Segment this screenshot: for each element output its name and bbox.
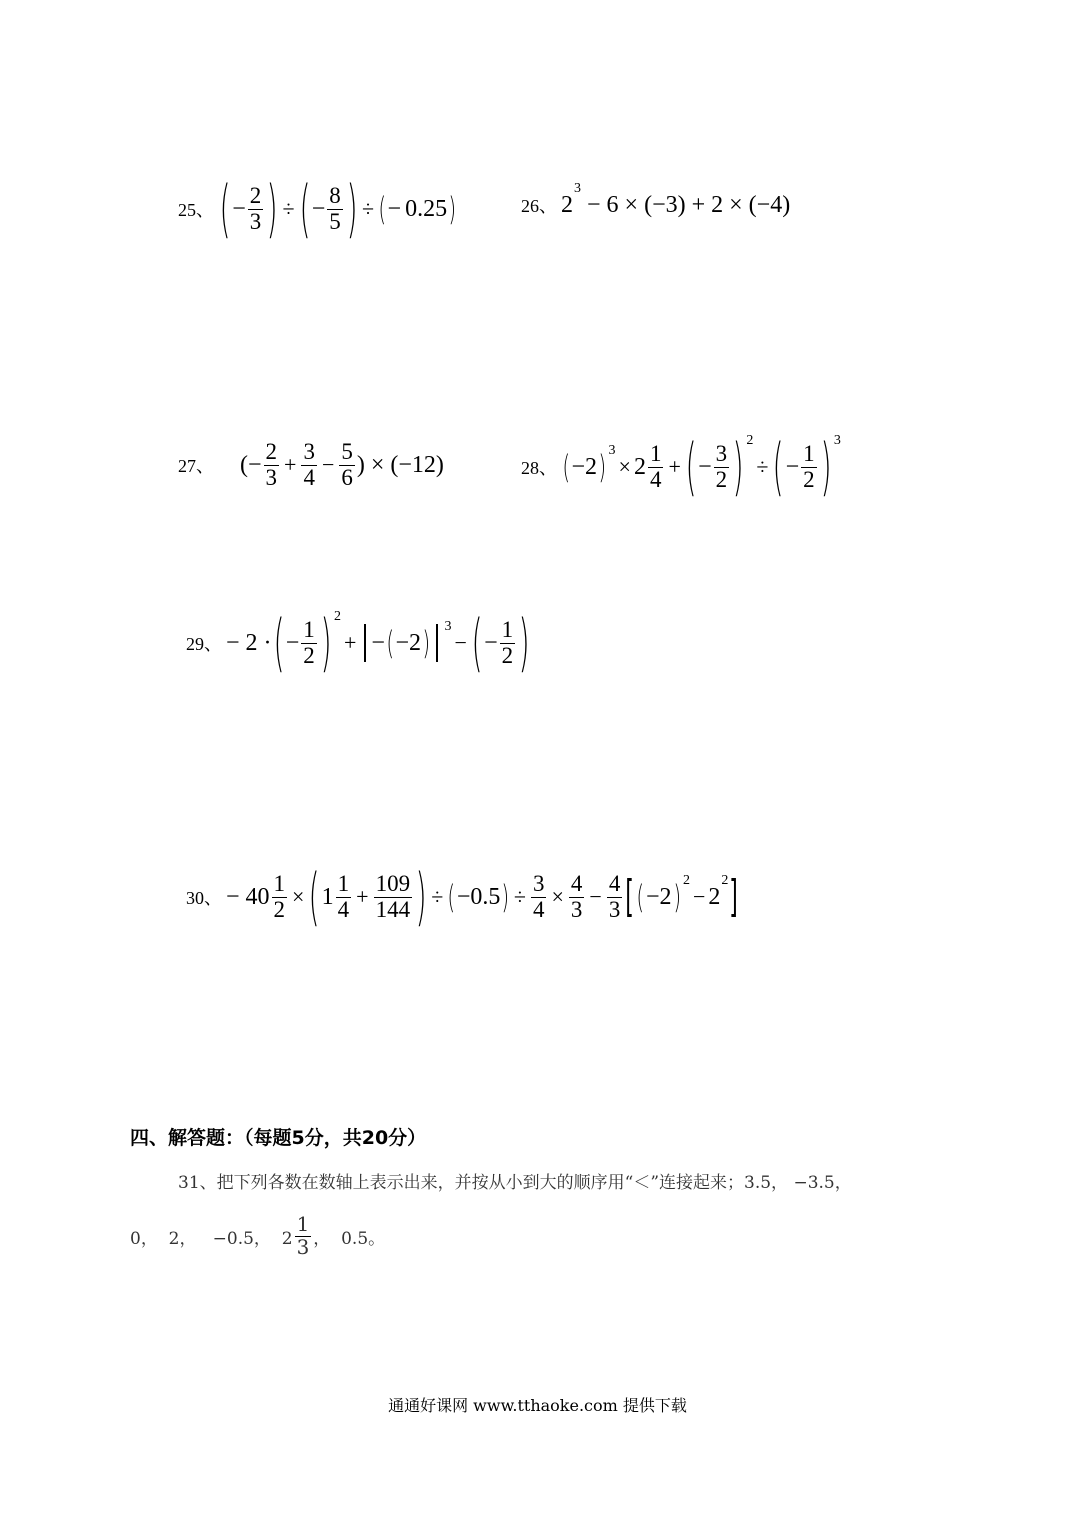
fraction: $\frac{2}{3}$: [265, 439, 278, 490]
fraction: $\frac{3}{2}$: [715, 440, 728, 492]
problem-number: 26、: [521, 196, 557, 216]
question-31-values: 0， 2， −0.5， 2 $\frac{1}{3}$ ， 0.5。: [130, 1212, 386, 1259]
fraction: $\frac{1}{2}$: [303, 616, 315, 668]
problem-26: 26、 2 3 − 6 × (−3) + 2 × (−4): [521, 181, 791, 218]
abs-bar: [436, 624, 438, 662]
fraction: $\frac{1}{4}$: [649, 440, 662, 492]
problem-number: 28、: [521, 458, 557, 478]
fraction: $\frac{3}{4}$: [303, 439, 315, 490]
fraction: $\frac{3}{4}$: [532, 870, 545, 922]
fraction: $\frac{8}{5}$: [329, 182, 341, 234]
fraction: $\frac{109}{144}$: [375, 870, 411, 922]
fraction: $\frac{1}{4}$: [337, 870, 350, 922]
fraction: $\frac{5}{6}$: [341, 439, 353, 490]
fraction: $\frac{1}{2}$: [803, 440, 815, 492]
section-heading: 四、解答题：（每题5分，共20分）: [130, 1127, 427, 1149]
problem-number: 25、: [178, 200, 214, 220]
problem-27: 27、 (− $\frac{2}{3}$ + $\frac{3}{4}$ − $\frac{5}{6}$ ) × (−12): [178, 439, 444, 490]
footer: 通通好课网 www.tthaoke.com 提供下载: [388, 1396, 687, 1415]
problem-number: 29、: [186, 634, 222, 654]
fraction: $\frac{4}{3}$: [608, 870, 621, 922]
fraction: $\frac{1}{2}$: [501, 616, 514, 668]
problem-30: 30、 − 40 $\frac{1}{2}$ × ( 1 $\frac{1}{4}$ + $\frac{109}{144}$ ) ÷ ( −0.5 ) ÷ $\frac{3}{4}$ × $\frac{4}{3}$ − $\frac{4}{3}$ [ ( −2 ) 2 − 2 2 ]: [186, 860, 739, 933]
problem-25: 25、 ( − $\frac{2}{3}$ ) ÷ ( − $\frac{8}{5}$ ) ÷ ( − 0.25 ): [178, 172, 457, 245]
problem-number: 30、: [186, 888, 222, 908]
problem-number: 27、: [178, 456, 214, 477]
problem-29: 29、 − 2 · ( − $\frac{1}{2}$ ) 2 + − ( −2 ) 3 − ( − $\frac{1}{2}$ ): [186, 606, 530, 679]
problem-28: 28、 ( −2 ) 3 × 2 $\frac{1}{4}$ + ( − $\frac{3}{2}$ ) 2 ÷ ( − $\frac{1}{2}$ ) 3: [521, 430, 841, 503]
fraction: $\frac{4}{3}$: [570, 870, 583, 922]
question-31: 31、把下列各数在数轴上表示出来，并按从小到大的顺序用“＜”连接起来；3.5， −3.5，: [178, 1173, 852, 1193]
fraction: $\frac{1}{3}$: [296, 1212, 310, 1259]
open-paren: (: [219, 172, 231, 245]
fraction: $\frac{1}{2}$: [273, 870, 286, 922]
fraction: $\frac{2}{3}$: [249, 182, 262, 234]
abs-bar: [364, 624, 366, 662]
